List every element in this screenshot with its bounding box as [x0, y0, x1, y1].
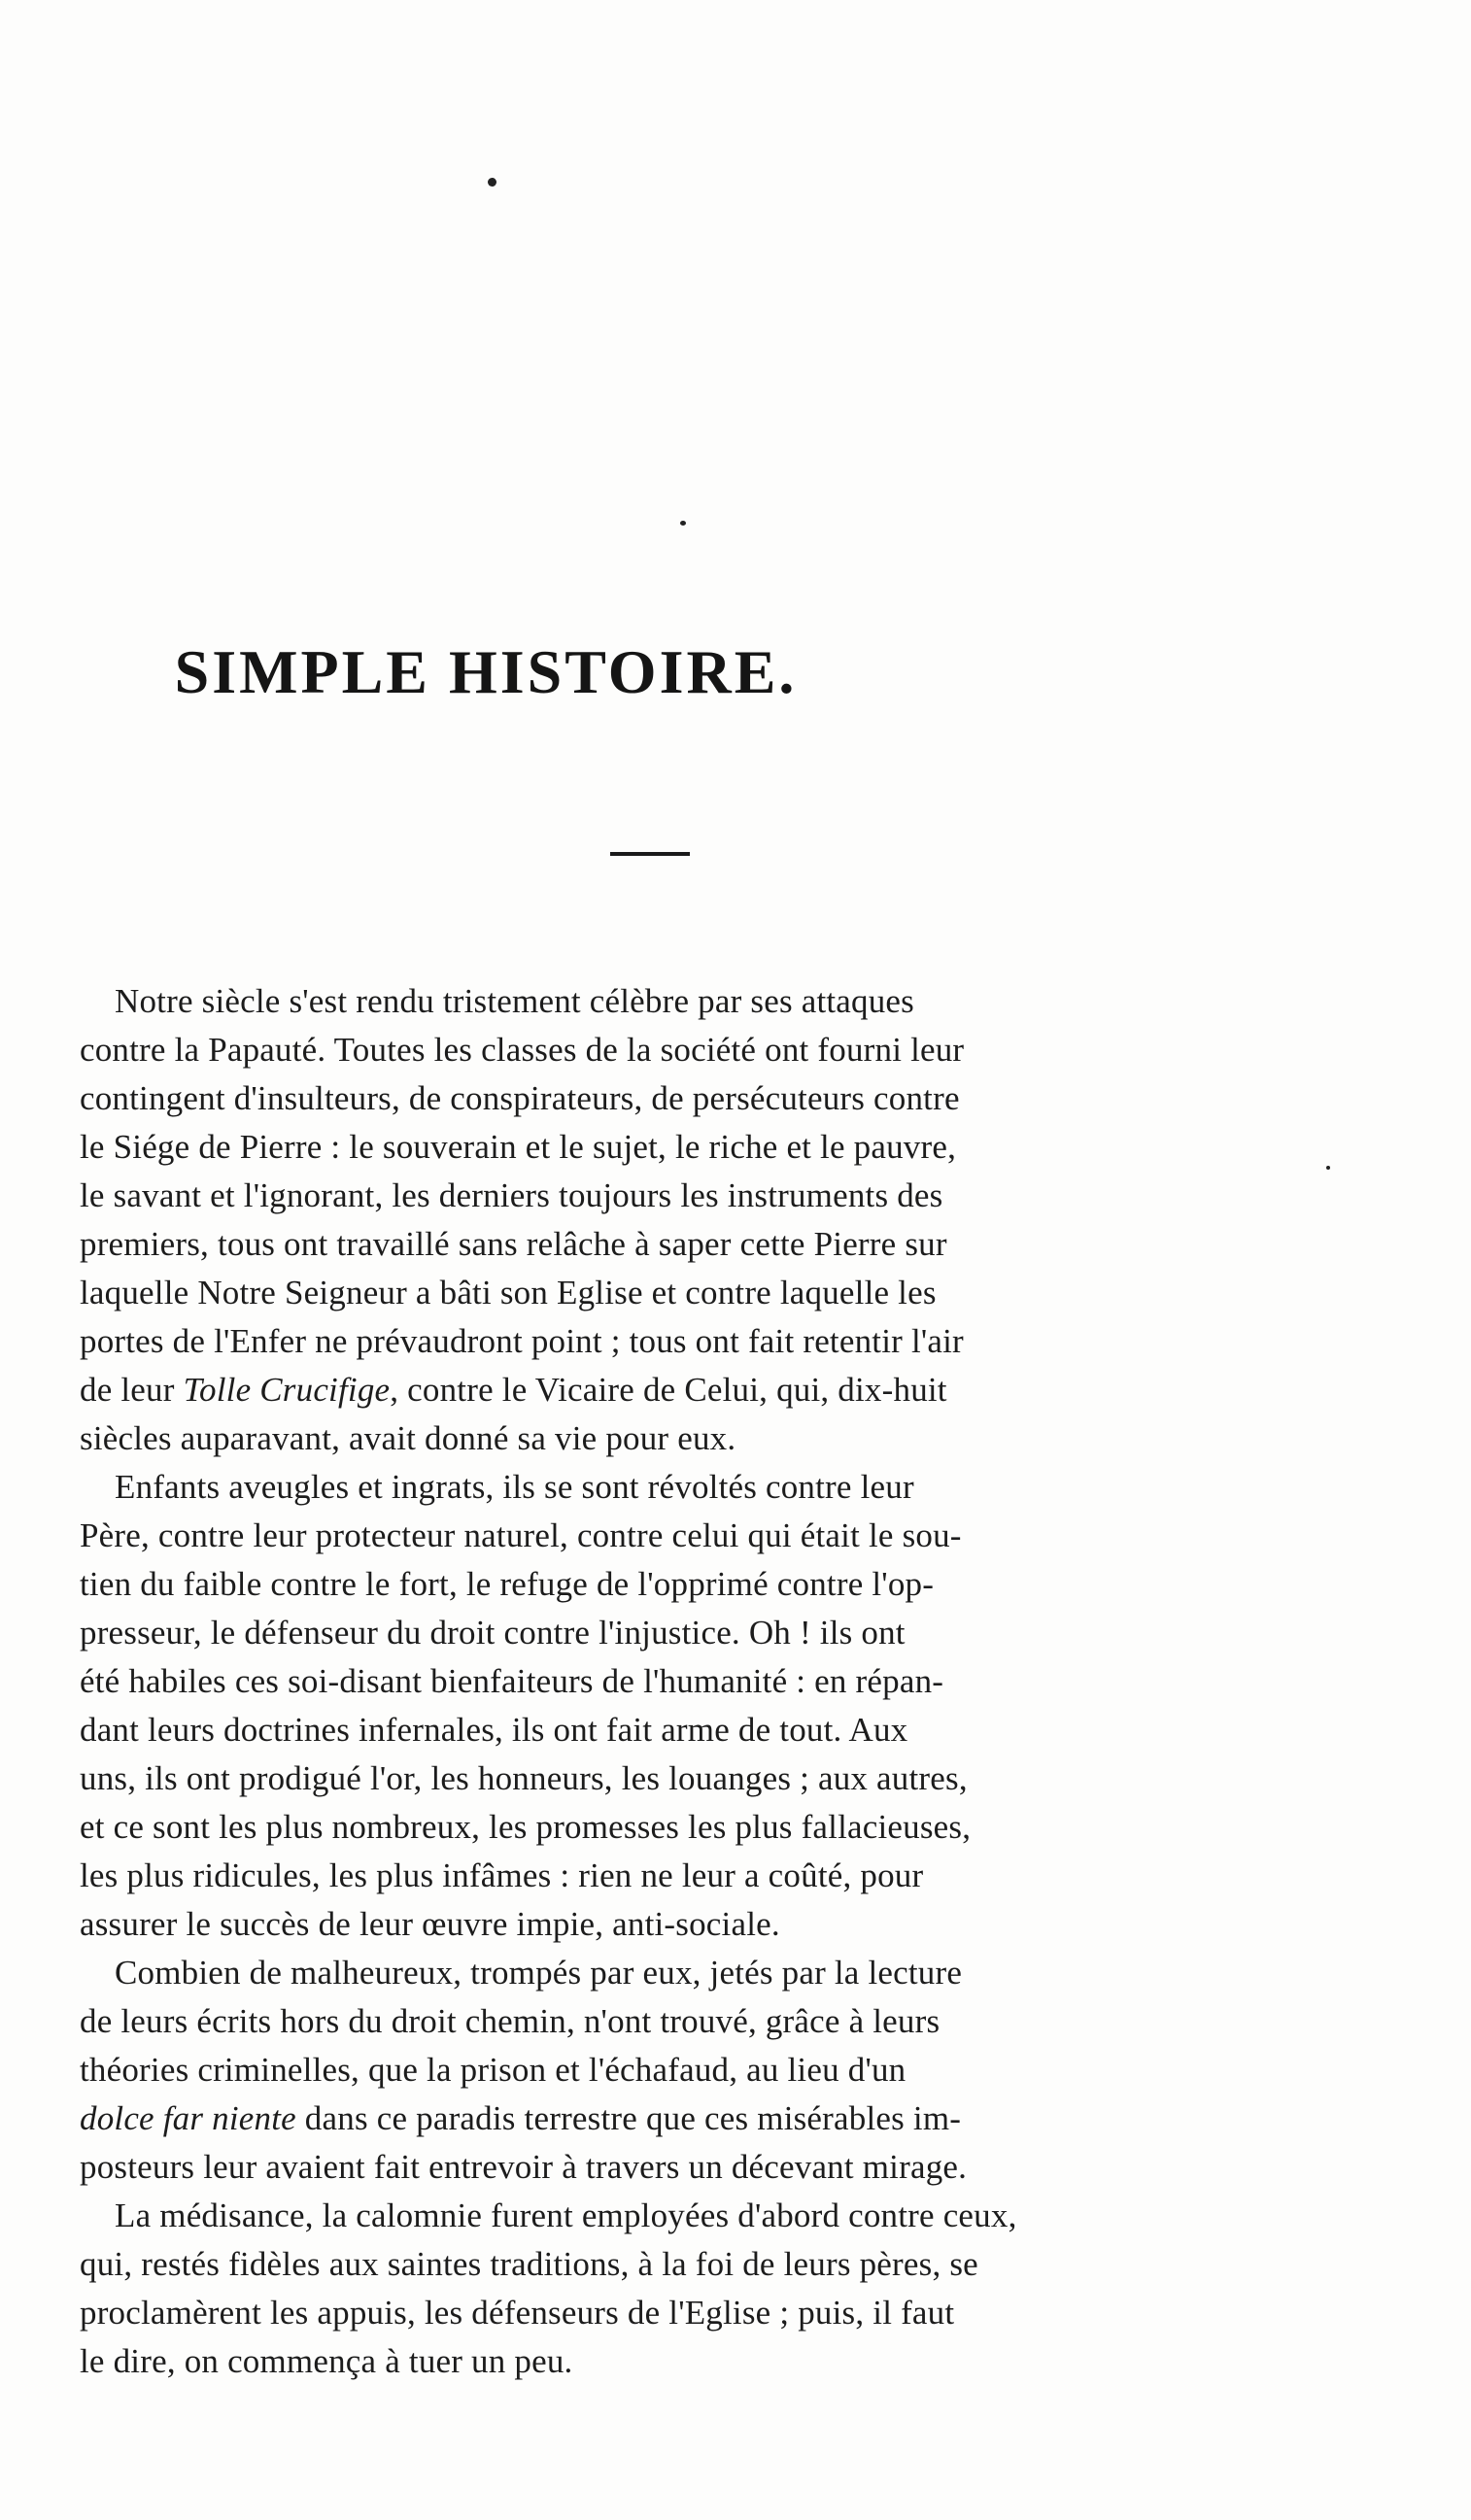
text-line: Enfants aveugles et ingrats, ils se sont révoltés contre leur	[115, 1468, 914, 1506]
text-line: presseur, le défenseur du droit contre l'injustice. Oh ! ils ont	[80, 1614, 906, 1652]
text-line: contingent d'insulteurs, de conspirateurs, de persécuteurs contre	[80, 1079, 960, 1117]
text-line: Père, contre leur protecteur naturel, contre celui qui était le sou-	[80, 1516, 962, 1554]
text-line: assurer le succès de leur œuvre impie, anti-sociale.	[80, 1905, 780, 1943]
text-line: laquelle Notre Seigneur a bâti son Eglise et contre laquelle les	[80, 1274, 937, 1311]
body-text	[80, 977, 1246, 2386]
text-line: dant leurs doctrines infernales, ils ont fait arme de tout. Aux	[80, 1711, 908, 1749]
text-line: contre la Papauté. Toutes les classes de la société ont fourni leur	[80, 1031, 965, 1069]
title-divider	[610, 852, 690, 856]
italic-phrase: dolce far niente	[80, 2099, 296, 2137]
text-line: les plus ridicules, les plus infâmes : rien ne leur a coûté, pour	[80, 1856, 924, 1894]
text-line: posteurs leur avaient fait entrevoir à travers un décevant mirage.	[80, 2148, 968, 2186]
text-line: le Siége de Pierre : le souverain et le sujet, le riche et le pauvre,	[80, 1128, 957, 1166]
ink-speck	[488, 178, 496, 187]
text-line: siècles auparavant, avait donné sa vie pour eux.	[80, 1419, 736, 1457]
text-line: et ce sont les plus nombreux, les promesses les plus fallacieuses,	[80, 1808, 972, 1846]
text-line: qui, restés fidèles aux saintes traditions, à la foi de leurs pères, se	[80, 2245, 978, 2283]
ink-speck	[1326, 1166, 1330, 1170]
italic-phrase: Tolle Crucifige	[183, 1371, 391, 1409]
text-line: proclamèrent les appuis, les défenseurs de l'Eglise ; puis, il faut	[80, 2294, 955, 2332]
ink-speck	[680, 521, 686, 526]
text-line: uns, ils ont prodigué l'or, les honneurs, les louanges ; aux autres,	[80, 1759, 968, 1797]
text-line: le savant et l'ignorant, les derniers toujours les instruments des	[80, 1176, 943, 1214]
text-line: théories criminelles, que la prison et l'échafaud, au lieu d'un	[80, 2051, 907, 2089]
text-line: portes de l'Enfer ne prévaudront point ; tous ont fait retentir l'air	[80, 1322, 964, 1360]
text-line: de leur Tolle Crucifige, contre le Vicaire de Celui, qui, dix-huit	[80, 1371, 947, 1409]
text-line: Notre siècle s'est rendu tristement célèbre par ses attaques	[115, 982, 914, 1020]
text-line: La médisance, la calomnie furent employées d'abord contre ceux,	[115, 2196, 1017, 2234]
text-line: le dire, on commença à tuer un peu.	[80, 2342, 573, 2380]
text-line: premiers, tous ont travaillé sans relâche à saper cette Pierre sur	[80, 1225, 947, 1263]
text-line: été habiles ces soi-disant bienfaiteurs de l'humanité : en répan-	[80, 1662, 944, 1700]
text-line: tien du faible contre le fort, le refuge de l'opprimé contre l'op-	[80, 1565, 935, 1603]
text-line: Combien de malheureux, trompés par eux, jetés par la lecture	[115, 1954, 963, 1992]
text-line: dolce far niente dans ce paradis terrestre que ces misérables im-	[80, 2099, 962, 2137]
page-title: SIMPLE HISTOIRE.	[174, 637, 798, 706]
text-line: de leurs écrits hors du droit chemin, n'ont trouvé, grâce à leurs	[80, 2002, 941, 2040]
